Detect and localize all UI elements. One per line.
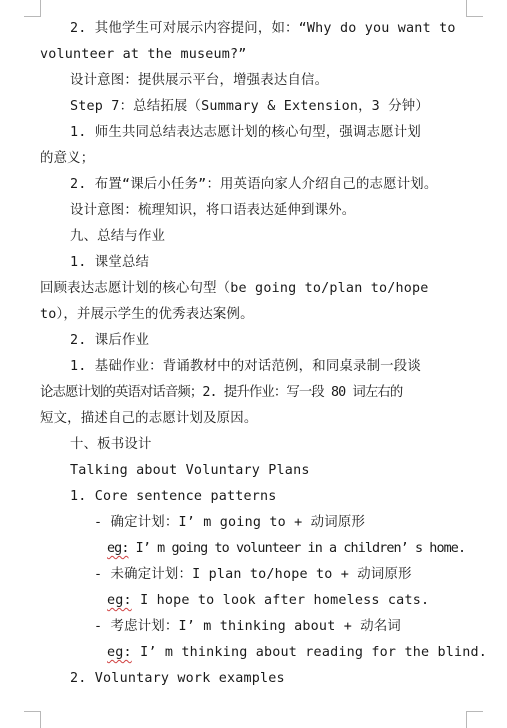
section-heading: 十、板书设计 xyxy=(70,437,152,452)
example-line xyxy=(107,591,429,611)
text-line: 2. 其他学生可对展示内容提问，如：“Why do you want to xyxy=(70,21,456,36)
step-heading: Step 7：总结拓展（Summary & Extension，3 分钟） xyxy=(70,99,429,114)
example-sentence: I hope to look after homeless cats. xyxy=(140,593,430,608)
text-line: 设计意图：提供展示平台，增强表达自信。 xyxy=(70,73,329,88)
text-line: 回顾表达志愿计划的核心句型（be going to/plan to/hope xyxy=(40,281,429,296)
text-line: 短文，描述自己的志愿计划及原因。 xyxy=(40,411,258,426)
board-item: 1. Core sentence patterns xyxy=(70,489,277,504)
text-line: 2. 布置“课后小任务”：用英语向家人介绍自己的志愿计划。 xyxy=(70,177,438,192)
text-line: 论志愿计划的英语对话音频；2. 提升作业：写一段 80 词左右的 xyxy=(40,385,403,400)
example-line xyxy=(107,539,465,559)
crop-mark-top-left xyxy=(24,0,41,17)
subsection-heading: 2. 课后作业 xyxy=(70,333,150,348)
text-line: to），并展示学生的优秀表达案例。 xyxy=(40,307,254,322)
text-line: 的意义； xyxy=(40,151,95,166)
example-label: eg: xyxy=(107,645,132,660)
board-bullet: - 未确定计划：I plan to/hope to + 动词原形 xyxy=(94,567,412,582)
crop-mark-bottom-right xyxy=(466,711,483,728)
crop-mark-top-right xyxy=(466,0,483,17)
crop-mark-bottom-left xyxy=(24,711,41,728)
example-label: eg: xyxy=(107,541,129,556)
text-line: 1. 基础作业：背诵教材中的对话范例，和同桌录制一段谈 xyxy=(70,359,421,374)
section-heading: 九、总结与作业 xyxy=(70,229,166,244)
board-item: 2. Voluntary work examples xyxy=(70,671,285,686)
board-bullet: - 确定计划：I’ m going to + 动词原形 xyxy=(94,515,366,530)
subsection-heading: 1. 课堂总结 xyxy=(70,255,150,270)
board-title: Talking about Voluntary Plans xyxy=(70,463,310,478)
text-line: volunteer at the museum?” xyxy=(40,47,247,62)
example-label: eg: xyxy=(107,593,132,608)
board-bullet: - 考虑计划：I’ m thinking about + 动名词 xyxy=(94,619,402,634)
example-line xyxy=(107,643,487,663)
example-sentence: I’ m going to volunteer in a children’ s home. xyxy=(135,541,466,556)
text-line: 设计意图：梳理知识，将口语表达延伸到课外。 xyxy=(70,203,356,218)
text-line: 1. 师生共同总结表达志愿计划的核心句型，强调志愿计划 xyxy=(70,125,421,140)
example-sentence: I’ m thinking about reading for the blind. xyxy=(140,645,488,660)
